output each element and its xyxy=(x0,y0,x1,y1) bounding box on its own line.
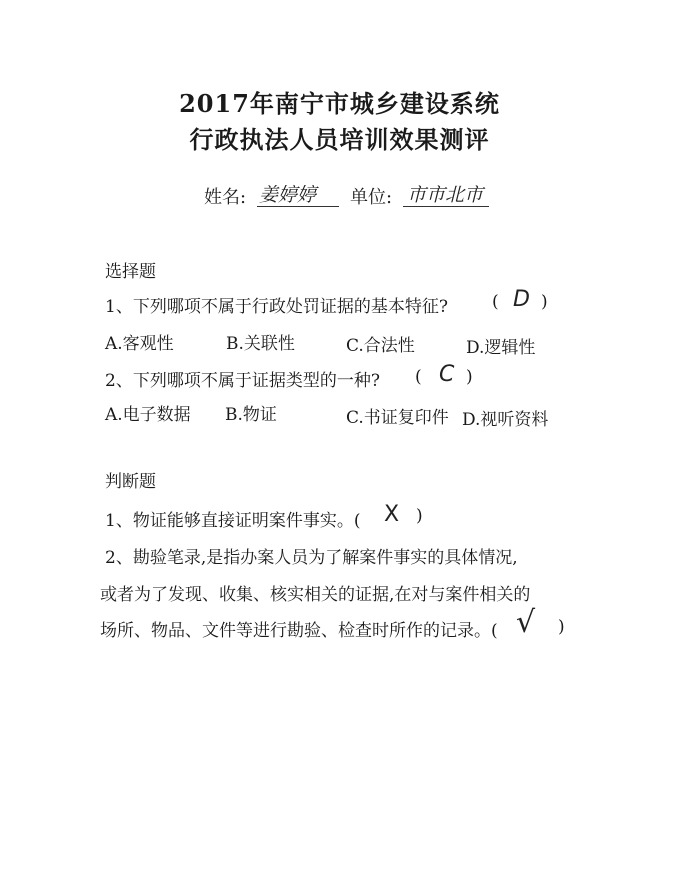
mc-q2-text: 2、下列哪项不属于证据类型的一种? xyxy=(105,371,380,391)
name-value: 姜婷婷 xyxy=(259,184,317,206)
tf-q2-line-3: 场所、物品、文件等进行勘验、检查时所作的记录。( xyxy=(100,621,498,641)
tf-heading: 判断题 xyxy=(105,472,156,492)
tf-q2-line-2: 或者为了发现、收集、核实相关的证据,在对与案件相关的 xyxy=(100,585,531,605)
mc-q1-option-a: A.客观性 xyxy=(105,334,174,354)
mc-q2-option-c: C.书证复印件 xyxy=(346,408,449,428)
mc-q1-answer: D xyxy=(513,287,530,312)
mc-q2-answer: C xyxy=(439,362,455,387)
mc-heading: 选择题 xyxy=(105,262,156,282)
mc-q1-option-c: C.合法性 xyxy=(346,336,415,356)
tf-q1-answer: X xyxy=(384,502,400,527)
tf-q1-close-paren: ) xyxy=(416,506,423,526)
mc-q1-option-b: B.关联性 xyxy=(226,334,295,354)
tf-q2-line-1: 2、勘验笔录,是指办案人员为了解案件事实的具体情况, xyxy=(105,548,518,568)
title-line-2: 行政执法人员培训效果测评 xyxy=(189,125,490,154)
tf-q1-text: 1、物证能够直接证明案件事实。( xyxy=(105,511,361,531)
tf-q2-close-paren: ) xyxy=(558,617,565,637)
mc-q1-open-paren: ( xyxy=(492,292,499,312)
unit-label: 单位: xyxy=(350,187,393,208)
mc-q2-option-a: A.电子数据 xyxy=(105,405,191,425)
mc-q2-open-paren: ( xyxy=(415,367,422,387)
mc-q2-option-b: B.物证 xyxy=(225,405,277,425)
unit-value: 市市北市 xyxy=(407,184,484,206)
title-line-1: 2017年南宁市城乡建设系统 xyxy=(179,89,500,118)
mc-q1-text: 1、下列哪项不属于行政处罚证据的基本特征? xyxy=(105,297,448,317)
mc-q1-close-paren: ) xyxy=(541,292,548,312)
mc-q2-option-d: D.视听资料 xyxy=(462,410,549,430)
mc-q2-close-paren: ) xyxy=(466,367,473,387)
name-label: 姓名: xyxy=(204,187,247,208)
mc-q1-option-d: D.逻辑性 xyxy=(466,338,536,358)
tf-q2-answer-checkmark: √ xyxy=(516,605,536,640)
